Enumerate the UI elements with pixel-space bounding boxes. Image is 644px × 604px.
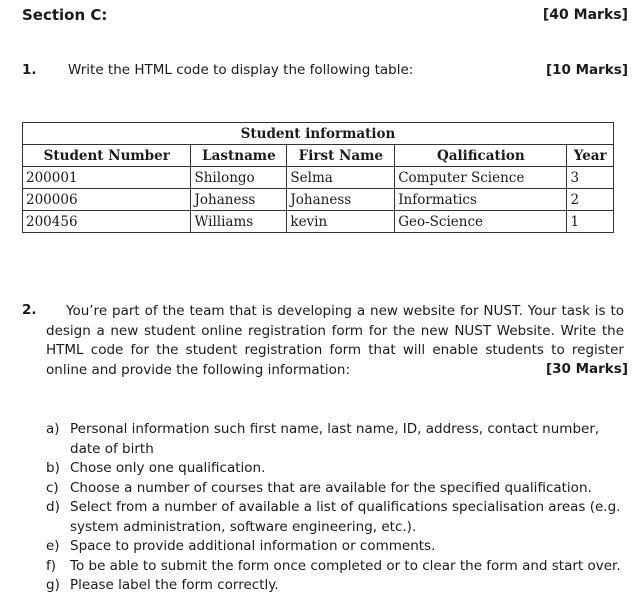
question-1-marks: [10 Marks] <box>545 62 628 78</box>
list-item-label: e) <box>46 538 60 554</box>
header-student-number: Student Number <box>23 145 191 167</box>
question-2-text: You’re part of the team that is developing a new website for NUST. Your task is to design a new student online registration form for the new NUST Website. Write the HTML code for the student registration form that will enable students to register online and provide the following information: <box>46 303 624 378</box>
cell-student-number: 200006 <box>23 189 191 211</box>
cell-year: 2 <box>567 189 614 211</box>
list-item-text: Chose only one qualification. <box>70 460 266 476</box>
list-item <box>46 557 630 577</box>
cell-lastname: Williams <box>191 211 287 233</box>
list-item-label: f) <box>46 557 57 574</box>
cell-qualification: Geo-Science <box>395 211 567 233</box>
header-first-name: First Name <box>287 145 395 167</box>
list-item-label: c) <box>46 479 59 496</box>
list-item-text: Choose a number of courses that are available for the specified qualification. <box>70 479 592 496</box>
list-item-text: Personal information such first name, last name, ID, address, contact number, date of birth <box>70 421 600 457</box>
list-item <box>46 576 630 596</box>
cell-first-name: Johaness <box>287 189 395 211</box>
cell-lastname: Johaness <box>191 189 287 211</box>
question-1-number: 1. <box>22 62 37 78</box>
header-qualification: Qalification <box>395 145 567 167</box>
list-item <box>46 498 630 537</box>
table-row <box>23 189 614 211</box>
list-item-text: Select from a number of available a list of qualifications specialisation areas (e.g. system administration, software engineering, etc.). <box>70 499 621 535</box>
cell-lastname: Shilongo <box>191 167 287 189</box>
list-item <box>46 537 630 557</box>
cell-year: 3 <box>567 167 614 189</box>
list-item-label: b) <box>46 460 60 476</box>
table-header-row <box>23 145 614 167</box>
list-item-text: Space to provide additional information or comments. <box>70 538 436 554</box>
cell-qualification: Computer Science <box>395 167 567 189</box>
list-item-text: Please label the form correctly. <box>70 577 279 593</box>
cell-first-name: Selma <box>287 167 395 189</box>
list-item <box>46 459 630 479</box>
section-title: Section C: <box>22 6 108 24</box>
cell-year: 1 <box>567 211 614 233</box>
list-item-text: To be able to submit the form once completed or to clear the form and start over. <box>70 557 621 574</box>
table-row <box>23 211 614 233</box>
requirements-list <box>46 420 630 596</box>
table-caption: Student information <box>23 123 614 145</box>
list-item-label: a) <box>46 421 60 437</box>
question-2-paragraph <box>46 302 624 380</box>
list-item <box>46 420 630 459</box>
question-2-marks: [30 Marks] <box>545 361 628 377</box>
header-lastname: Lastname <box>191 145 287 167</box>
header-year: Year <box>567 145 614 167</box>
list-item <box>46 479 630 499</box>
table-row <box>23 167 614 189</box>
list-item-label: d) <box>46 499 60 515</box>
question-1-text: Write the HTML code to display the following table: <box>68 62 414 78</box>
section-marks: [40 Marks] <box>542 7 628 23</box>
cell-student-number: 200456 <box>23 211 191 233</box>
cell-student-number: 200001 <box>23 167 191 189</box>
list-item-label: g) <box>46 577 60 593</box>
student-information-table <box>22 122 614 233</box>
cell-first-name: kevin <box>287 211 395 233</box>
question-2-number: 2. <box>22 302 37 318</box>
cell-qualification: Informatics <box>395 189 567 211</box>
